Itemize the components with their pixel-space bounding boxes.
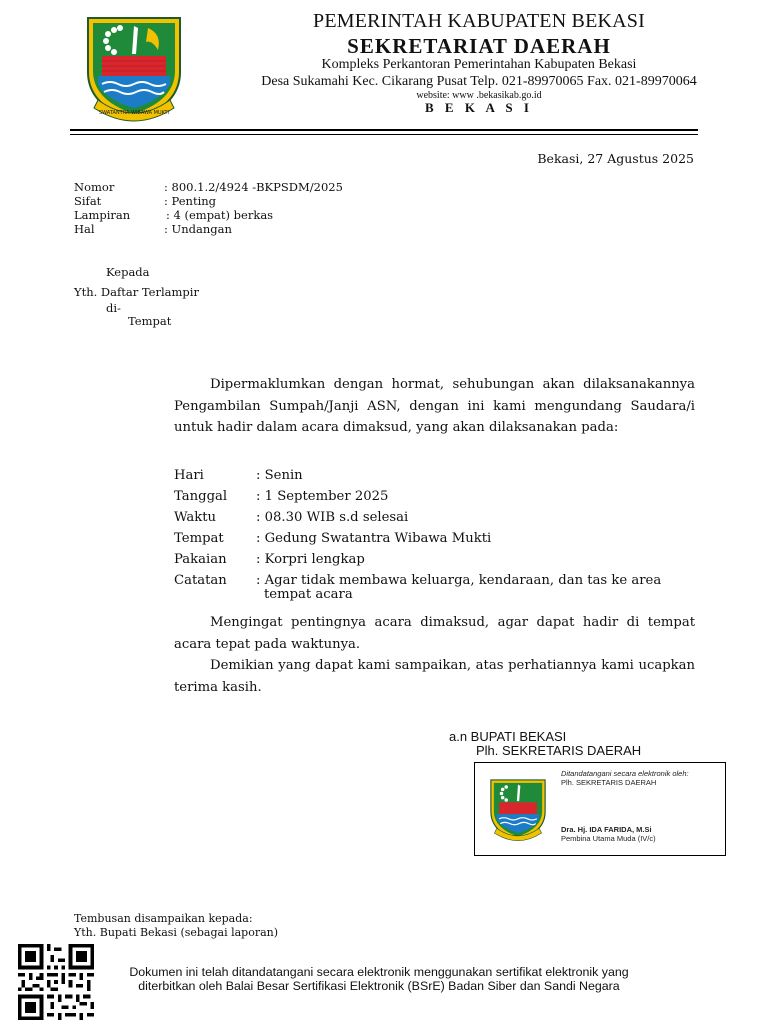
detail-label-tempat: Tempat	[174, 531, 224, 546]
meta-label-sifat: Sifat	[74, 194, 102, 208]
detail-value-catatan-cont: tempat acara	[264, 587, 353, 602]
header-rule-thin	[70, 134, 698, 135]
tembusan-title: Tembusan disampaikan kepada:	[74, 912, 253, 925]
logo-motto: SWATANTRA WIBAWA MUKTI	[98, 110, 170, 116]
letter-date: Bekasi, 27 Agustus 2025	[537, 151, 694, 166]
footer-line-1: Dokumen ini telah ditandatangani secara elektronik menggunakan sertifikat elektronik yang	[129, 965, 629, 979]
header-rule-thick	[70, 129, 698, 131]
recipient-yth: Yth. Daftar Terlampir	[74, 285, 199, 299]
office-website: website: www .bekasikab.go.id	[416, 90, 542, 101]
detail-label-catatan: Catatan	[174, 573, 227, 588]
detail-label-pakaian: Pakaian	[174, 552, 227, 567]
office-city: B E K A S I	[425, 100, 533, 115]
detail-value-pakaian: : Korpri lengkap	[256, 552, 365, 567]
recipient-tempat: Tempat	[128, 314, 172, 328]
detail-value-hari: : Senin	[256, 468, 303, 483]
office-address: Desa Sukamahi Kec. Cikarang Pusat Telp. 021-89970065 Fax. 021-89970064	[261, 74, 697, 89]
signature-crest-logo	[485, 773, 551, 847]
government-name: PEMERINTAH KABUPATEN BEKASI	[313, 10, 645, 32]
signatory-line-1: a.n BUPATI BEKASI	[449, 729, 567, 744]
meta-label-nomor: Nomor	[74, 180, 115, 194]
meta-label-hal: Hal	[74, 222, 95, 236]
paragraph-opening: Dipermaklumkan dengan hormat, sehubungan akan dilaksanakannya Pengambilan Sumpah/Janji ASN, dengan ini kami mengundang Saudara/i untuk hadir dalam acara dimaksud, yang akan dilaksanakan pada:	[174, 377, 695, 435]
footer-line-2: diterbitkan oleh Balai Besar Sertifikasi Elektronik (BSrE) Badan Siber dan Sandi Negara	[138, 979, 620, 993]
office-name: SEKRETARIAT DAERAH	[347, 34, 611, 58]
electronic-signature-box	[474, 762, 726, 856]
bekasi-crest-logo	[78, 14, 190, 124]
signature-rank: Pembina Utama Muda (IV/c)	[561, 834, 656, 843]
paragraph-closing-1: Mengingat pentingnya acara dimaksud, agar dapat hadir di tempat acara tepat pada waktunya.	[174, 615, 695, 652]
detail-value-catatan: : Agar tidak membawa keluarga, kendaraan, dan tas ke area	[256, 573, 662, 588]
meta-value-hal: : Undangan	[164, 222, 232, 236]
signature-position: Plh. SEKRETARIS DAERAH	[561, 778, 657, 787]
detail-label-tanggal: Tanggal	[174, 489, 228, 504]
detail-value-waktu: : 08.30 WIB s.d selesai	[256, 510, 409, 525]
recipient-di: di-	[106, 301, 121, 315]
qr-code	[14, 944, 98, 1020]
detail-label-hari: Hari	[174, 468, 204, 483]
office-complex: Kompleks Perkantoran Pemerintahan Kabupaten Bekasi	[321, 57, 637, 72]
meta-value-nomor: : 800.1.2/4924 -BKPSDM/2025	[164, 180, 343, 194]
paragraph-closing-2: Demikian yang dapat kami sampaikan, atas perhatiannya kami ucapkan terima kasih.	[174, 658, 695, 695]
recipient-kepada: Kepada	[106, 265, 150, 279]
meta-label-lampiran: Lampiran	[74, 208, 131, 222]
signature-signed-by: Ditandatangani secara elektronik oleh:	[561, 769, 689, 778]
signature-name: Dra. Hj. IDA FARIDA, M.Si	[561, 825, 652, 834]
signatory-line-2: Plh. SEKRETARIS DAERAH	[476, 743, 642, 758]
detail-value-tempat: : Gedung Swatantra Wibawa Mukti	[256, 531, 492, 546]
meta-value-sifat: : Penting	[164, 194, 217, 208]
detail-label-waktu: Waktu	[174, 510, 217, 525]
detail-value-tanggal: : 1 September 2025	[256, 489, 389, 504]
meta-value-lampiran: : 4 (empat) berkas	[166, 208, 274, 222]
tembusan-item: Yth. Bupati Bekasi (sebagai laporan)	[74, 926, 279, 939]
